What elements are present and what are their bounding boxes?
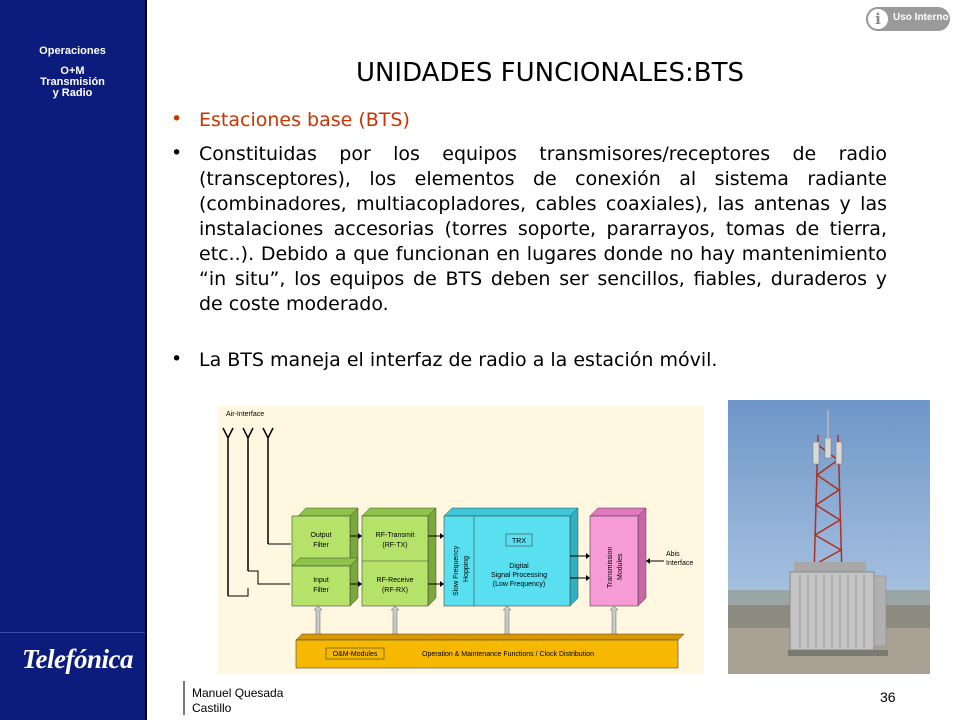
dsp-label-2: Signal Processing: [490, 572, 548, 579]
dsp-label-3: (Low Frequency): [492, 581, 546, 588]
om-functions-bar: [296, 634, 684, 668]
rf-receive-label-2: (RF-RX): [381, 587, 409, 594]
output-filter-label-1: Output: [310, 532, 332, 539]
dsp-label-1: Digital: [509, 563, 529, 570]
rf-receive-label-1: RF-Receive: [376, 577, 414, 584]
footer-author-name: Manuel Quesada: [192, 686, 284, 700]
bullet-text-1: Estaciones base (BTS): [199, 109, 410, 131]
sidebar-label-operaciones: Operaciones: [39, 45, 106, 57]
trx-label: TRX: [512, 538, 526, 545]
sidebar-divider: [145, 0, 147, 720]
sidebar: [0, 0, 145, 720]
air-interface-label: Air-Interface: [226, 411, 265, 418]
bullet-marker-2: •: [171, 142, 183, 164]
bullet-marker-1: •: [171, 108, 183, 130]
sidebar-label-transmision: Transmisión: [40, 76, 105, 88]
badge-label: Uso Interno: [893, 12, 949, 23]
sidebar-label-om: O+M: [60, 65, 85, 77]
antenna-feed-lines: [228, 544, 290, 596]
transmission-label-1: Transmission: [607, 546, 614, 588]
slide-title: UNIDADES FUNCIONALES:BTS: [355, 58, 745, 88]
bullet-marker-3: •: [171, 348, 183, 370]
slow-fh-label-1: Slow Frequency: [453, 545, 460, 596]
output-filter-label-2: Filter: [313, 542, 329, 549]
page-number: 36: [880, 689, 896, 705]
slow-fh-label-2: Hopping: [463, 555, 470, 582]
abis-label-2: Interface: [666, 560, 694, 567]
footer-author-surname: Castillo: [192, 701, 232, 715]
bullet-text-2: Constituidas por los equipos transmisores/receptores de radio (transceptores), los elementos de conexión al sistema radiante (combinadores, multiacopladores, cables coaxiales), las antenas y las instalaciones accesorias (torres soporte, pararrayos, tomas de tierra, etc..). Debido a que funcionan en lugares donde no hay mantenimiento “in situ”, los equipos de BTS deben ser sencillos, fiables, duraderos y de coste moderado.: [199, 143, 887, 315]
footer-divider: [183, 681, 185, 715]
input-filter-block: [292, 558, 358, 606]
abis-label-1: Abis: [666, 551, 680, 558]
sidebar-label-radio: y Radio: [52, 87, 93, 99]
input-filter-label-1: Input: [313, 577, 329, 584]
rf-block: [362, 508, 436, 606]
bts-site-photo: [728, 400, 930, 674]
info-icon: i: [866, 7, 890, 31]
om-modules-label: O&M-Modules: [332, 651, 378, 658]
transmission-modules-block: [590, 508, 646, 606]
output-filter-block: [292, 508, 358, 566]
telefonica-logo: Telefónica: [22, 644, 133, 674]
input-filter-label-2: Filter: [313, 587, 329, 594]
bullet-text-3: La BTS maneja el interfaz de radio a la estación móvil.: [199, 349, 718, 371]
digital-processing-block: [444, 508, 578, 606]
transmission-label-2: Modules: [617, 553, 624, 580]
om-connector-arrows: [314, 606, 618, 638]
bts-block-diagram: [218, 406, 704, 674]
rf-transmit-label-1: RF-Transmit: [375, 532, 415, 539]
om-functions-label: Operation & Maintenance Functions / Clock Distribution: [422, 651, 594, 658]
rf-transmit-label-2: (RF-TX): [382, 542, 408, 549]
